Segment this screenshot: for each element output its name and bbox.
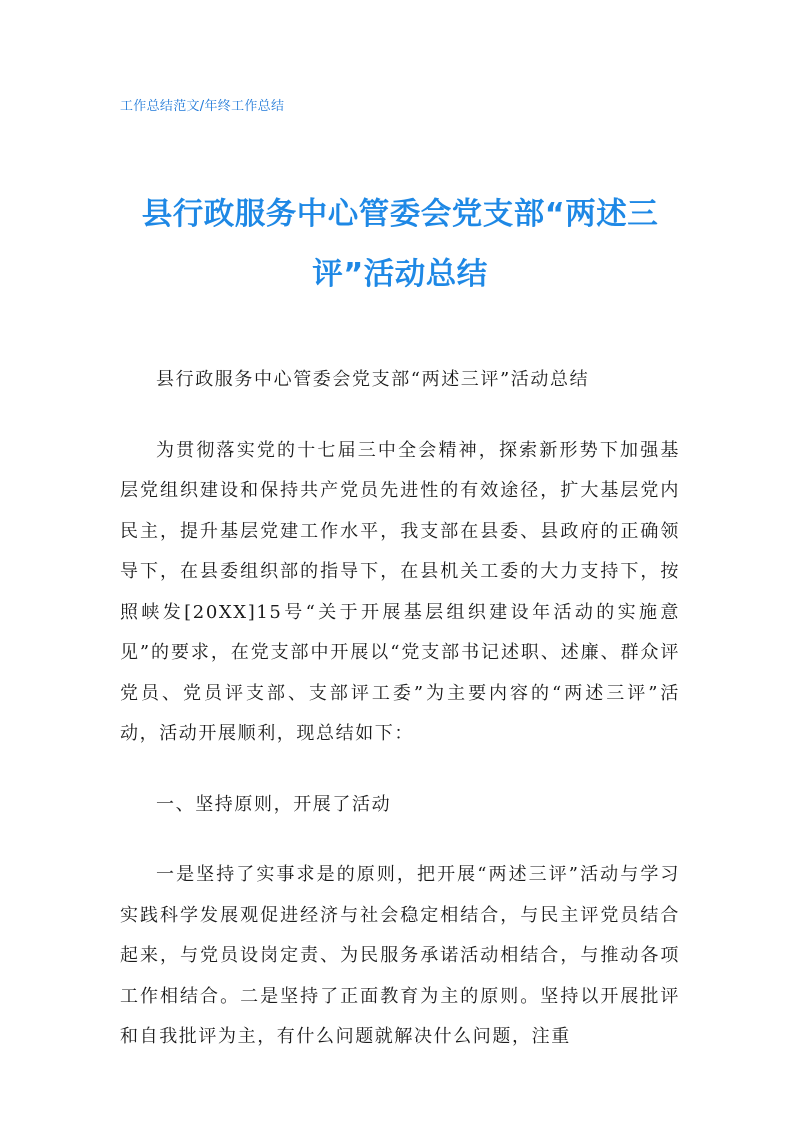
section-heading: 一、坚持原则，开展了活动 [156,793,392,815]
paragraph-principles: 一是坚持了实事求是的原则，把开展“两述三评”活动与学习实践科学发展观促进经济与社会稳定相结合，与民主评党员结合起来，与党员设岗定责、为民服务承诺活动相结合，与推动各项工作相结合。二是坚持了正面教育为主的原则。坚持以开展批评和自我批评为主，有什么问题就解决什么问题，注重 [120,864,680,1047]
document-subtitle: 县行政服务中心管委会党支部“两述三评”活动总结 [156,369,590,390]
document-title: 县行政服务中心管委会党支部“两述三评”活动总结 [141,197,659,292]
paragraph-intro: 为贯彻落实党的十七届三中全会精神，探索新形势下加强基层党组织建设和保持共产党员先进性的有效途径，扩大基层党内民主，提升基层党建工作水平，我支部在县委、县政府的正确领导下，在县委组织部的指导下，在县机关工委的大力支持下，按照峡发[20XX]15号“关于开展基层组织建设年活动的实施意见”的要求，在党支部中开展以“党支部书记述职、述廉、群众评党员、党员评支部、支部评工委”为主要内容的“两述三评”活动，活动开展顺利，现总结如下： [120,439,680,744]
breadcrumb[interactable]: 工作总结范文/年终工作总结 [120,99,285,114]
document-body [120,360,680,1058]
